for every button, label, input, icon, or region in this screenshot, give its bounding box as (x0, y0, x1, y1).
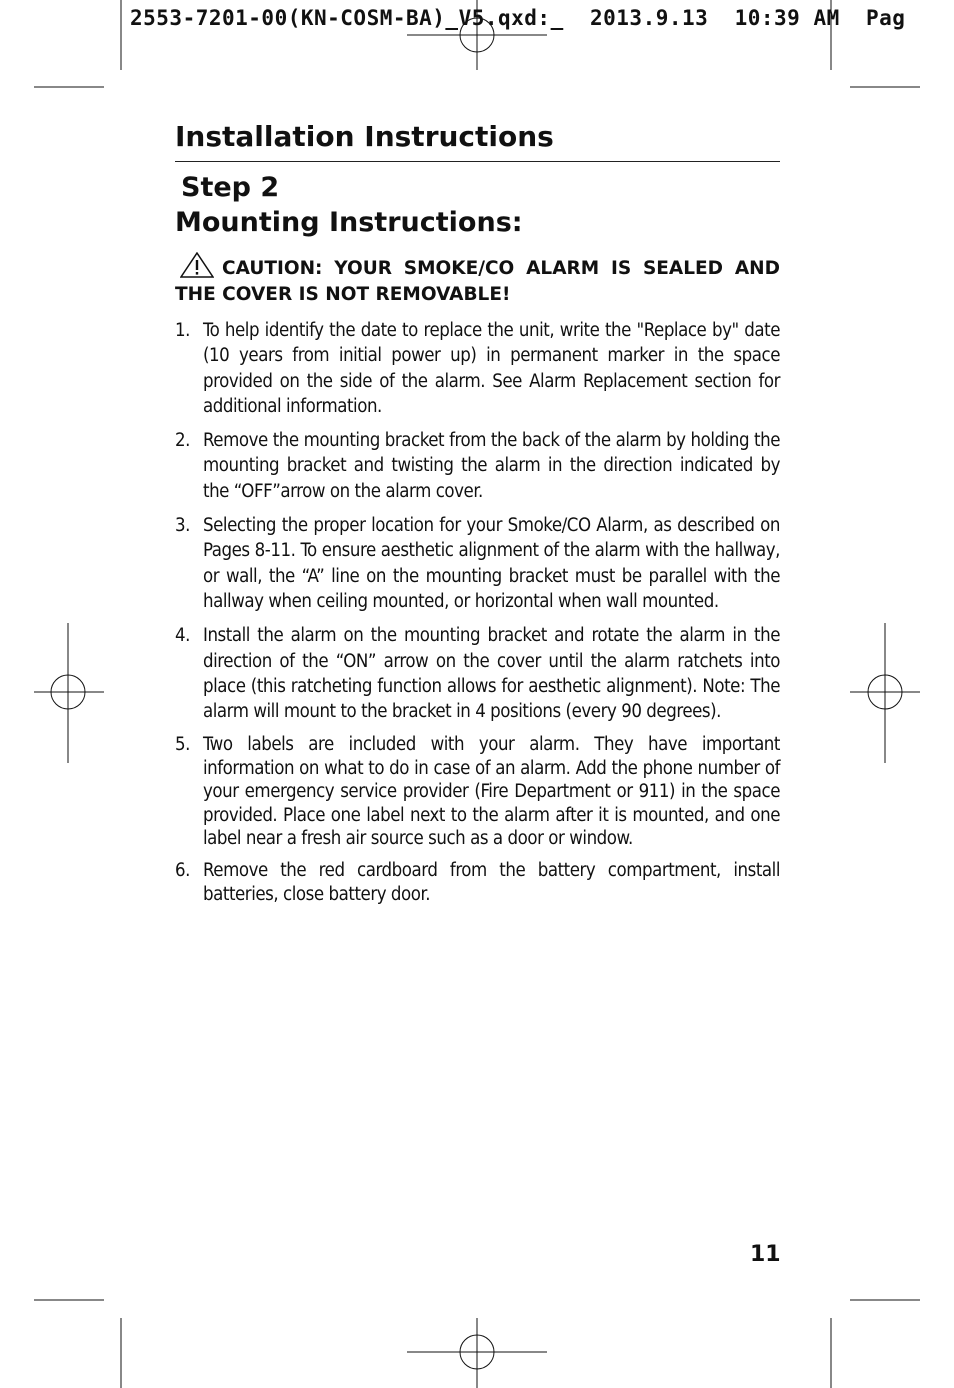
list-item (175, 513, 780, 614)
step-text: Install the alarm on the mounting bracket and rotate the alarm in the direction of the “ON” arrow on the cover until the alarm ratchets into place (this ratcheting function allows for aesthetic alignment). Note: The alarm will mount to the bracket in 4 positions (every 90 degrees). (203, 625, 780, 723)
step-text: Remove the mounting bracket from the back of the alarm by holding the mounting bracket and twisting the alarm in the direction indicated by the “OFF”arrow on the alarm cover. (203, 430, 780, 502)
step-text: Selecting the proper location for your Smoke/CO Alarm, as described on Pages 8-11. To ensure aesthetic alignment of the alarm with the hallway, or wall, the “A” line on the mounting bracket must be parallel with the hallway when ceiling mounted, or horizontal when wall mounted. (203, 515, 780, 612)
list-item (175, 859, 780, 906)
instruction-list (175, 318, 780, 906)
section-title: Installation Instructions (175, 120, 780, 162)
print-slug-line: 2553-7201-00(KN-COSM-BA)_V5.qxd:_ 2013.9.13 10:39 AM Pag (130, 6, 906, 30)
step-number: 5. (175, 734, 190, 756)
step-text: To help identify the date to replace the unit, write the "Replace by" date (10 years from initial power up) in permanent marker in the space provided on the side of the alarm. See Alarm Replacement section for additional information. (203, 320, 780, 417)
page-content (175, 120, 780, 915)
caution-notice (175, 252, 780, 308)
step-number: 4. (175, 625, 190, 647)
step-number: 3. (175, 515, 190, 537)
step-number: 1. (175, 320, 190, 341)
step-number: 2. (175, 430, 190, 452)
step-text: Remove the red cardboard from the battery compartment, install batteries, close battery door. (203, 860, 780, 905)
list-item (175, 733, 780, 850)
mounting-heading: Mounting Instructions: (175, 207, 523, 238)
page-number: 11 (750, 1242, 781, 1267)
caution-text: CAUTION: YOUR SMOKE/CO ALARM IS SEALED AND THE COVER IS NOT REMOVABLE! (175, 258, 780, 305)
step-number: 6. (175, 860, 190, 882)
warning-triangle-icon (180, 252, 214, 278)
list-item (175, 428, 780, 504)
list-item (175, 318, 780, 419)
list-item (175, 623, 780, 724)
step-heading: Step 2 (181, 172, 280, 203)
step-text: Two labels are included with your alarm. They have important information on what to do in case of an alarm. Add the phone number of your emergency service provider (Fire Department or 911) in the space provided. Place one label next to the alarm after it is mounted, and one label near a fresh air source such as a door or window. (203, 734, 780, 850)
